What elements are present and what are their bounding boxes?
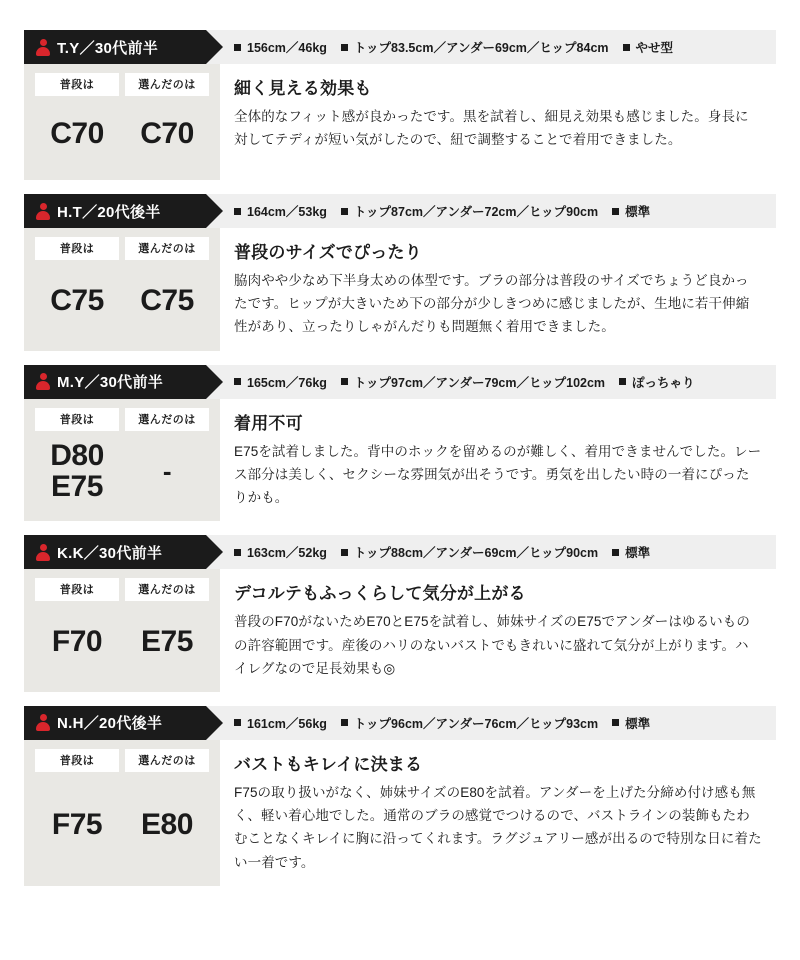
review-body: [24, 569, 776, 692]
spec-item: [341, 373, 605, 391]
size-label-row: [24, 408, 220, 431]
usual-size-label: 普段は: [35, 749, 119, 772]
size-value-row: [24, 431, 220, 513]
reviewer-identity: [24, 365, 206, 399]
reviewer-name: N.H／20代後半: [57, 715, 163, 733]
review-title: 着用不可: [234, 413, 303, 433]
spec-item: [612, 714, 650, 732]
review-comment: 普段のF70がないためE70とE75を試着し、姉妹サイズのE75でアンダーはゆるいものの許容範囲です。産後のハリのないバストでもきれいに盛れて気分が上がります。ハイレグなので足長効果も◎: [234, 614, 750, 676]
spec-text: 165cm／76kg: [247, 375, 327, 390]
size-value-row: [24, 96, 220, 171]
usual-size-label: 普段は: [35, 408, 119, 431]
chosen-size-value: C75: [140, 283, 194, 317]
reviewer-name: K.K／30代前半: [57, 544, 163, 562]
size-comparison: [24, 569, 220, 692]
spec-item: [341, 38, 609, 56]
square-bullet-icon: [619, 378, 626, 385]
square-bullet-icon: [341, 549, 348, 556]
review-card: [24, 30, 776, 180]
reviewer-specs: [206, 365, 776, 399]
square-bullet-icon: [341, 208, 348, 215]
review-title: バストもキレイに決まる: [234, 754, 423, 774]
review-text-block: [220, 569, 776, 692]
usual-size-value-line1: D80: [50, 438, 104, 472]
person-icon: [36, 203, 50, 220]
usual-size-label: 普段は: [35, 237, 119, 260]
size-comparison: [24, 740, 220, 886]
spec-text: 163cm／52kg: [247, 546, 327, 561]
reviewer-name: T.Y／30代前半: [57, 39, 159, 57]
review-card: [24, 535, 776, 692]
spec-item: [612, 543, 650, 561]
review-text-block: [220, 740, 776, 886]
reviewer-identity: [24, 194, 206, 228]
chosen-size-label: 選んだのは: [125, 408, 209, 431]
square-bullet-icon: [341, 719, 348, 726]
spec-text: 156cm／46kg: [247, 41, 327, 55]
chosen-size-value: E75: [141, 625, 193, 659]
review-body: [24, 64, 776, 180]
square-bullet-icon: [234, 378, 241, 385]
spec-text: やせ型: [635, 41, 674, 55]
chosen-size-label: 選んだのは: [125, 749, 209, 772]
reviewer-identity: [24, 30, 206, 64]
square-bullet-icon: [234, 44, 241, 51]
spec-item: [623, 38, 674, 56]
square-bullet-icon: [612, 208, 619, 215]
chosen-size-value: E80: [141, 807, 193, 841]
reviewer-name: M.Y／30代前半: [57, 374, 164, 392]
review-title: デコルテもふっくらして気分が上がる: [234, 584, 526, 604]
usual-size-value: C75: [50, 283, 104, 317]
review-header: [24, 365, 776, 399]
spec-item: [612, 202, 650, 220]
chosen-size-value: C70: [140, 116, 194, 150]
spec-text: トップ97cm／アンダー79cm／ヒップ102cm: [353, 375, 606, 390]
person-icon: [36, 39, 50, 56]
reviewer-specs: [206, 30, 776, 64]
usual-size-label: 普段は: [35, 73, 119, 96]
chosen-size-value: -: [162, 455, 172, 486]
usual-size-value: C70: [50, 116, 104, 150]
review-comment: F75の取り扱いがなく、姉妹サイズのE80を試着。アンダーを上げた分締め付け感も無く、軽い着心地でした。通常のブラの感覚でつけるので、バストラインの装飾もたわむことなくキレイに胸に沿ってくれます。ラグジュアリー感が出るので特別な日に着たい一着です。: [234, 784, 762, 870]
size-value-row: [24, 260, 220, 342]
square-bullet-icon: [234, 208, 241, 215]
spec-item: [341, 202, 598, 220]
spec-text: ぽっちゃり: [632, 375, 695, 390]
usual-size-value: F75: [51, 807, 103, 841]
spec-item: [234, 38, 327, 56]
size-label-row: [24, 749, 220, 772]
square-bullet-icon: [341, 378, 348, 385]
review-comment: 脇肉やや少なめ下半身太めの体型です。ブラの部分は普段のサイズでちょうど良かったです。ヒップが大きいため下の部分が少しきつめに感じましたが、生地に若干伸縮性があり、立ったりしゃがんだりも問題無く着用できました。: [234, 273, 750, 335]
usual-size-label: 普段は: [35, 578, 119, 601]
spec-item: [341, 714, 598, 732]
review-header: [24, 30, 776, 64]
review-header: [24, 706, 776, 740]
review-header: [24, 194, 776, 228]
spec-text: 標準: [625, 546, 651, 561]
spec-text: 161cm／56kg: [247, 716, 327, 731]
spec-text: トップ83.5cm／アンダー69cm／ヒップ84cm: [353, 41, 609, 55]
review-title: 細く見える効果も: [234, 79, 372, 98]
spec-item: [619, 373, 695, 391]
usual-size-value: [35, 440, 119, 504]
spec-item: [341, 543, 598, 561]
usual-size-value-line2: E75: [51, 470, 103, 504]
reviewer-specs: [206, 706, 776, 740]
review-comment: E75を試着しました。背中のホックを留めるのが難しく、着用できませんでした。レース部分は美しく、セクシーな雰囲気が出そうです。勇気を出したい時の一着にぴったりかも。: [234, 443, 762, 506]
person-icon: [36, 544, 50, 561]
spec-item: [234, 373, 327, 391]
spec-text: トップ87cm／アンダー72cm／ヒップ90cm: [353, 205, 599, 219]
spec-text: 標準: [625, 205, 651, 219]
size-comparison: [24, 64, 220, 180]
review-card: [24, 194, 776, 351]
review-card: [24, 706, 776, 886]
review-text-block: [220, 228, 776, 351]
review-card: [24, 365, 776, 522]
square-bullet-icon: [612, 549, 619, 556]
reviewer-identity: [24, 706, 206, 740]
spec-item: [234, 202, 327, 220]
review-comment: 全体的なフィット感が良かったです。黒を試着し、細見え効果も感じました。身長に対してテディが短い気がしたので、紐で調整することで着用できました。: [234, 109, 749, 148]
square-bullet-icon: [612, 719, 619, 726]
review-body: [24, 740, 776, 886]
reviewer-specs: [206, 535, 776, 569]
spec-text: トップ96cm／アンダー76cm／ヒップ93cm: [353, 716, 599, 731]
size-value-row: [24, 772, 220, 877]
square-bullet-icon: [234, 549, 241, 556]
chosen-size-label: 選んだのは: [125, 73, 209, 96]
size-label-row: [24, 578, 220, 601]
usual-size-value: F70: [51, 625, 103, 659]
square-bullet-icon: [341, 44, 348, 51]
chosen-size-label: 選んだのは: [125, 237, 209, 260]
reviewer-identity: [24, 535, 206, 569]
person-icon: [36, 714, 50, 731]
size-comparison: [24, 399, 220, 522]
spec-text: トップ88cm／アンダー69cm／ヒップ90cm: [353, 546, 599, 561]
chosen-size-label: 選んだのは: [125, 578, 209, 601]
spec-item: [234, 714, 327, 732]
spec-text: 標準: [625, 716, 651, 731]
size-value-row: [24, 601, 220, 683]
person-icon: [36, 373, 50, 390]
review-text-block: [220, 64, 776, 180]
size-label-row: [24, 73, 220, 96]
review-header: [24, 535, 776, 569]
review-title: 普段のサイズでぴったり: [234, 243, 422, 262]
size-comparison: [24, 228, 220, 351]
square-bullet-icon: [234, 719, 241, 726]
review-text-block: [220, 399, 776, 522]
spec-text: 164cm／53kg: [247, 205, 327, 219]
reviewer-name: H.T／20代後半: [57, 203, 161, 221]
review-body: [24, 228, 776, 351]
reviewer-specs: [206, 194, 776, 228]
spec-item: [234, 543, 327, 561]
square-bullet-icon: [623, 44, 630, 51]
review-body: [24, 399, 776, 522]
size-label-row: [24, 237, 220, 260]
